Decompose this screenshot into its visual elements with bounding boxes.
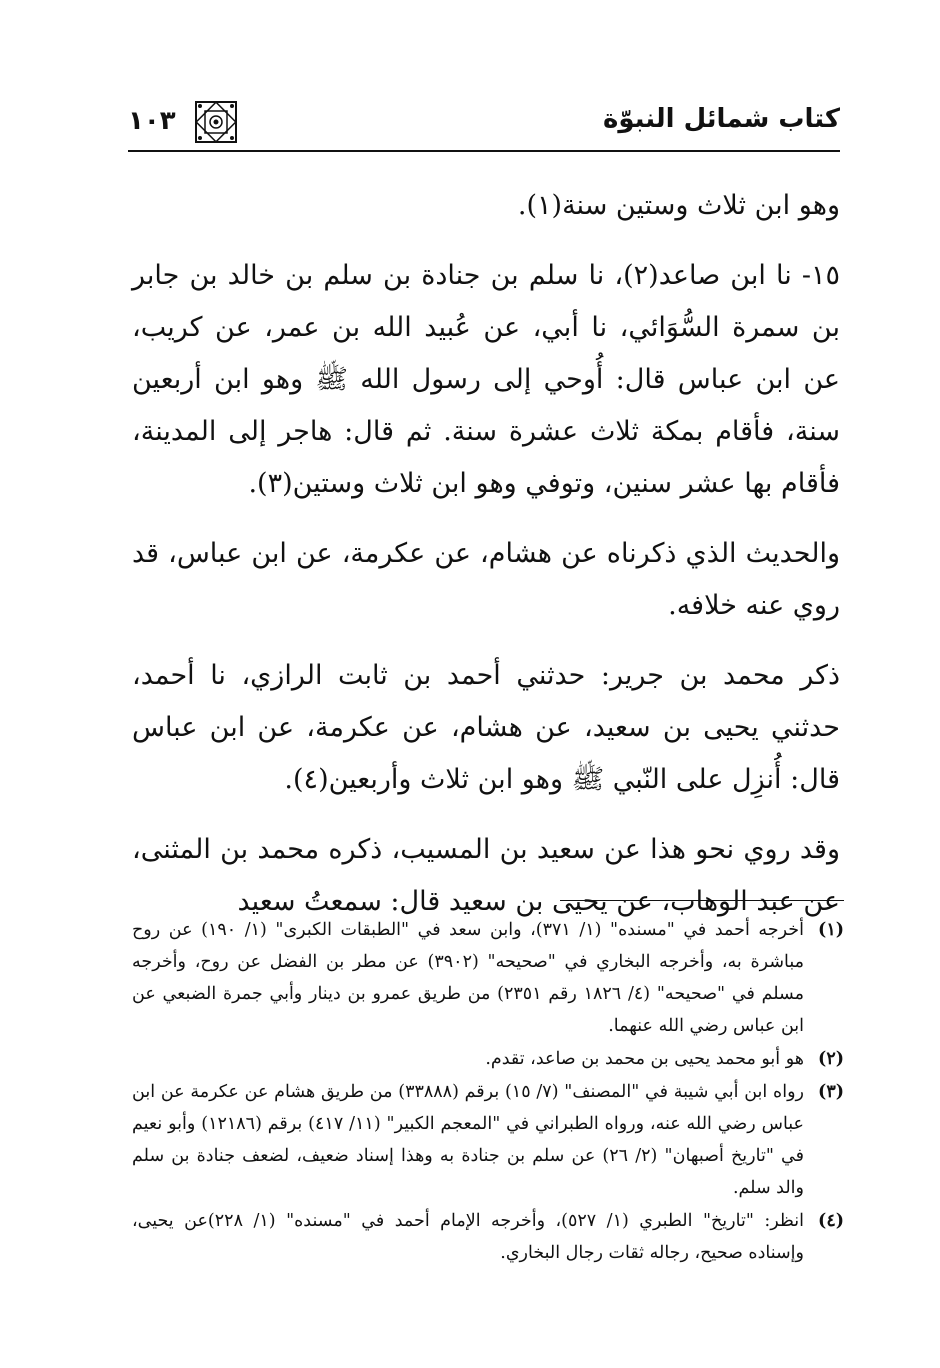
footnote-text: رواه ابن أبي شيبة في "المصنف" (٧/ ١٥) برقم (٣٣٨٨٨) من طريق هشام عن عكرمة عن ابن عباس رضي الله عنه، ورواه الطبراني في "المعجم الكبير" (١١/ ٤١٧) برقم (١٢١٨٦) وأبو نعيم في "تاريخ أصبهان" (٢/ ٢٦) عن سلم بن جنادة به وهذا إسناد ضعيف، لضعف جنادة بن سلم والد سلم. <box>132 1082 804 1198</box>
footnotes <box>132 914 844 1270</box>
footnote <box>132 1205 844 1269</box>
paragraph: والحديث الذي ذكرناه عن هشام، عن عكرمة، عن ابن عباس، قد روي عنه خلافه. <box>132 538 841 621</box>
book-title: كتاب شمائل النبوّة <box>602 104 840 134</box>
footnote-rule <box>560 900 844 901</box>
footnote-number: (١) <box>818 920 844 940</box>
decorative-ornament-icon <box>194 100 238 144</box>
footnote <box>132 1043 844 1075</box>
footnote-number: (٣) <box>818 1082 844 1102</box>
paragraph: وقد روي نحو هذا عن سعيد بن المسيب، ذكره محمد بن المثنى، عن عبد الوهاب، عن يحيى بن سعيد قال: سمعتُ سعيد <box>132 834 840 917</box>
footnote-text: هو أبو محمد يحيى بن محمد بن صاعد، تقدم. <box>485 1049 804 1069</box>
page-number: ١٠٣ <box>128 106 176 136</box>
footnote <box>132 914 844 1042</box>
paragraph: ١٥- نا ابن صاعد(٢)، نا سلم بن جنادة بن سلم بن خالد بن جابر بن سمرة السُّوَائي، نا أبي، عن عُبيد الله بن عمر، عن كريب، عن ابن عباس قال: أُوحي إلى رسول الله ﷺ وهو ابن أربعين سنة، فأقام بمكة ثلاث عشرة سنة. ثم قال: هاجر إلى المدينة، فأقام بها عشر سنين، وتوفي وهو ابن ثلاث وستين(٣). <box>132 260 841 499</box>
footnote-text: أخرجه أحمد في "مسنده" (١/ ٣٧١)، وابن سعد في "الطبقات الكبرى" (١/ ١٩٠) عن روح مباشرة به، وأخرجه البخاري في "صحيحه" (٣٩٠٢) عن مطر بن الفضل عن روح، وأخرجه مسلم في "صحيحه" (٤/ ١٨٢٦ رقم ٢٣٥١) من طريق عمرو بن دينار وأبي جمرة الضبعي عن ابن عباس رضي الله عنهما. <box>132 920 805 1036</box>
footnote-number: (٢) <box>818 1049 844 1069</box>
main-text <box>132 180 840 946</box>
paragraph: ذكر محمد بن جرير: حدثني أحمد بن ثابت الرازي، نا أحمد، حدثني يحيى بن سعيد، عن هشام، عن عكرمة، عن ابن عباس قال: أُنزِل على النّبي ﷺ وهو ابن ثلاث وأربعين(٤). <box>132 660 840 795</box>
footnote-number: (٤) <box>818 1211 844 1231</box>
footnote-text: انظر: "تاريخ" الطبري (١/ ٥٢٧)، وأخرجه الإمام أحمد في "مسنده" (١/ ٢٢٨)عن يحيى، وإسناده صحيح، رجاله ثقات رجال البخاري. <box>132 1211 804 1263</box>
running-header <box>128 100 840 152</box>
paragraph: وهو ابن ثلاث وستين سنة(١). <box>517 190 840 221</box>
header-rule <box>128 150 840 152</box>
footnote <box>132 1076 844 1204</box>
